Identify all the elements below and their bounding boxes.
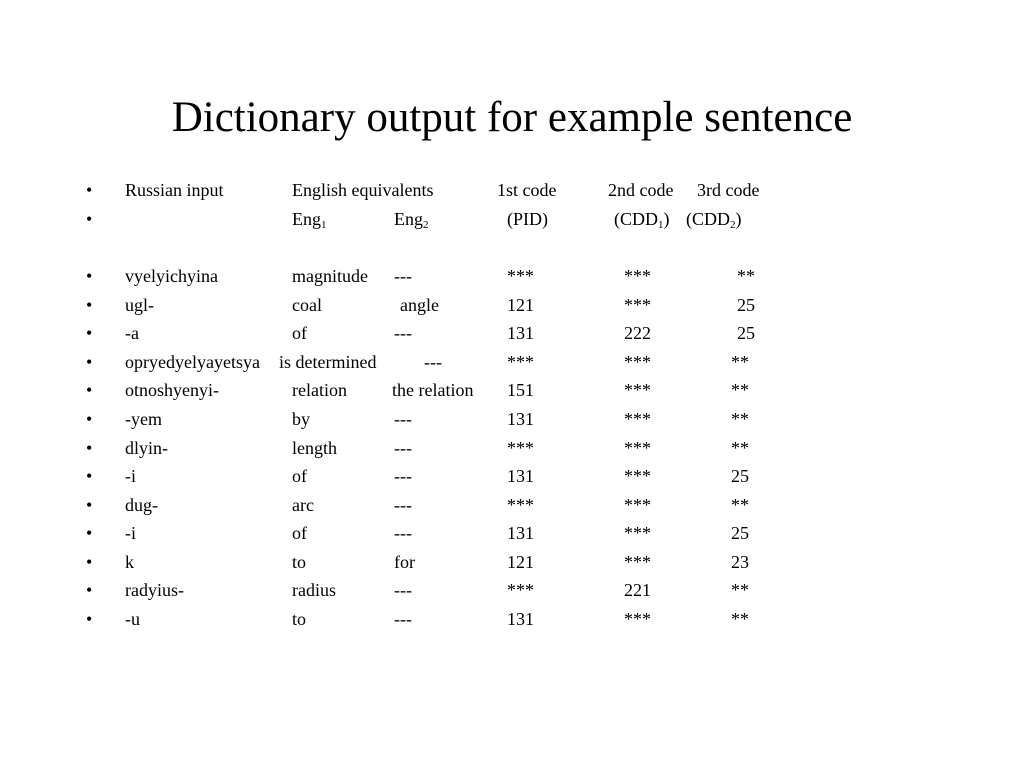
eng1-cell: arc	[292, 495, 314, 515]
eng2-subscript: 2	[423, 219, 429, 231]
eng1-label: Eng	[292, 209, 321, 229]
table-row	[0, 378, 1024, 402]
cdd2-cell: **	[731, 580, 749, 600]
cdd2-cell: 23	[731, 552, 749, 572]
bullet: •	[86, 295, 93, 315]
cdd1-cell: 221	[624, 580, 651, 600]
bullet: •	[86, 438, 93, 458]
pid-cell: 151	[507, 380, 534, 400]
bullet: •	[86, 180, 93, 200]
eng1-cell: of	[292, 466, 307, 486]
pid-cell: 131	[507, 609, 534, 629]
eng1-cell: length	[292, 438, 337, 458]
pid-cell: 121	[507, 552, 534, 572]
russian-input-cell: ugl-	[125, 295, 154, 315]
header-second-code: 2nd code	[608, 180, 674, 200]
eng1-cell: by	[292, 409, 310, 429]
bullet: •	[86, 495, 93, 515]
bullet: •	[86, 209, 93, 229]
pid-cell: 121	[507, 295, 534, 315]
eng1-cell: to	[292, 552, 307, 572]
eng1-cell: of	[292, 323, 307, 343]
cdd2-cell: **	[737, 266, 755, 286]
table-row	[0, 436, 1024, 460]
eng2-cell: ---	[394, 323, 412, 343]
cdd2-cell: **	[731, 438, 749, 458]
eng1-subscript: 1	[321, 219, 327, 231]
cdd1-cell: ***	[624, 380, 651, 400]
cdd2-open: (CDD	[686, 209, 730, 229]
pid-cell: ***	[507, 266, 534, 286]
subheader-cdd1	[614, 207, 670, 231]
russian-input-cell: -i	[125, 466, 136, 486]
cdd1-open: (CDD	[614, 209, 658, 229]
cdd1-cell: ***	[624, 552, 651, 572]
russian-input-cell: -a	[125, 323, 139, 343]
pid-cell: 131	[507, 466, 534, 486]
bullet: •	[86, 609, 93, 629]
eng2-cell: ---	[394, 495, 412, 515]
pid-cell: 131	[507, 409, 534, 429]
cdd1-cell: ***	[624, 352, 651, 372]
cdd1-close: )	[663, 209, 670, 229]
subheader-cdd2	[686, 207, 742, 231]
eng1-cell: relation	[292, 380, 347, 400]
table-row	[0, 464, 1024, 488]
slide-title: Dictionary output for example sentence	[171, 94, 853, 141]
bullet: •	[86, 523, 93, 543]
russian-input-cell: -i	[125, 523, 136, 543]
subheader-row	[0, 207, 1024, 231]
table-row	[0, 350, 1024, 374]
eng2-cell: the relation	[392, 380, 474, 400]
eng2-cell: ---	[394, 409, 412, 429]
russian-input-cell: otnoshyenyi-	[125, 380, 219, 400]
russian-input-cell: radyius-	[125, 580, 184, 600]
cdd2-cell: **	[731, 352, 749, 372]
cdd1-subscript: 1	[658, 219, 664, 231]
table-row	[0, 607, 1024, 631]
cdd1-cell: ***	[624, 266, 651, 286]
eng1-cell: is determined	[279, 352, 377, 372]
header-third-code: 3rd code	[697, 180, 760, 200]
cdd2-subscript: 2	[730, 219, 736, 231]
bullet: •	[86, 552, 93, 572]
pid-cell: ***	[507, 438, 534, 458]
cdd1-cell: ***	[624, 409, 651, 429]
table-row	[0, 407, 1024, 431]
cdd2-close: )	[735, 209, 742, 229]
bullet: •	[86, 380, 93, 400]
bullet: •	[86, 580, 93, 600]
cdd1-cell: ***	[624, 609, 651, 629]
subheader-eng1	[292, 207, 327, 231]
bullet: •	[86, 266, 93, 286]
bullet: •	[86, 466, 93, 486]
header-row	[0, 178, 1024, 202]
table-row	[0, 578, 1024, 602]
table-row	[0, 321, 1024, 345]
cdd2-cell: 25	[737, 323, 755, 343]
eng2-cell: angle	[400, 295, 439, 315]
cdd2-cell: 25	[731, 523, 749, 543]
header-first-code: 1st code	[497, 180, 557, 200]
subheader-eng2	[394, 207, 429, 231]
cdd2-cell: 25	[737, 295, 755, 315]
table-row	[0, 550, 1024, 574]
cdd2-cell: **	[731, 609, 749, 629]
bullet: •	[86, 352, 93, 372]
eng2-label: Eng	[394, 209, 423, 229]
cdd2-cell: **	[731, 409, 749, 429]
pid-cell: 131	[507, 523, 534, 543]
table-row	[0, 521, 1024, 545]
eng2-cell: ---	[394, 438, 412, 458]
eng2-cell: ---	[394, 266, 412, 286]
pid-cell: ***	[507, 495, 534, 515]
eng1-cell: of	[292, 523, 307, 543]
bullet: •	[86, 409, 93, 429]
cdd1-cell: ***	[624, 495, 651, 515]
cdd2-cell: **	[731, 495, 749, 515]
pid-cell: 131	[507, 323, 534, 343]
eng2-cell: ---	[394, 466, 412, 486]
pid-cell: ***	[507, 580, 534, 600]
russian-input-cell: opryedyelyayetsya	[125, 352, 260, 372]
eng2-cell: ---	[394, 609, 412, 629]
cdd1-cell: ***	[624, 466, 651, 486]
eng1-cell: radius	[292, 580, 336, 600]
eng2-cell: ---	[394, 523, 412, 543]
table-row	[0, 293, 1024, 317]
eng2-cell: for	[394, 552, 415, 572]
table-row	[0, 493, 1024, 517]
header-english-equivalents: English equivalents	[292, 180, 434, 200]
russian-input-cell: vyelyichyina	[125, 266, 218, 286]
eng1-cell: coal	[292, 295, 322, 315]
eng2-cell: ---	[394, 580, 412, 600]
cdd1-cell: ***	[624, 438, 651, 458]
cdd2-cell: 25	[731, 466, 749, 486]
cdd2-cell: **	[731, 380, 749, 400]
table-row	[0, 264, 1024, 288]
cdd1-cell: 222	[624, 323, 651, 343]
pid-cell: ***	[507, 352, 534, 372]
cdd1-cell: ***	[624, 295, 651, 315]
russian-input-cell: k	[125, 552, 134, 572]
eng1-cell: magnitude	[292, 266, 368, 286]
russian-input-cell: dug-	[125, 495, 158, 515]
russian-input-cell: -yem	[125, 409, 162, 429]
header-russian-input: Russian input	[125, 180, 224, 200]
russian-input-cell: -u	[125, 609, 140, 629]
bullet: •	[86, 323, 93, 343]
russian-input-cell: dlyin-	[125, 438, 168, 458]
subheader-pid: (PID)	[507, 209, 548, 229]
cdd1-cell: ***	[624, 523, 651, 543]
eng1-cell: to	[292, 609, 307, 629]
eng2-cell: ---	[424, 352, 442, 372]
